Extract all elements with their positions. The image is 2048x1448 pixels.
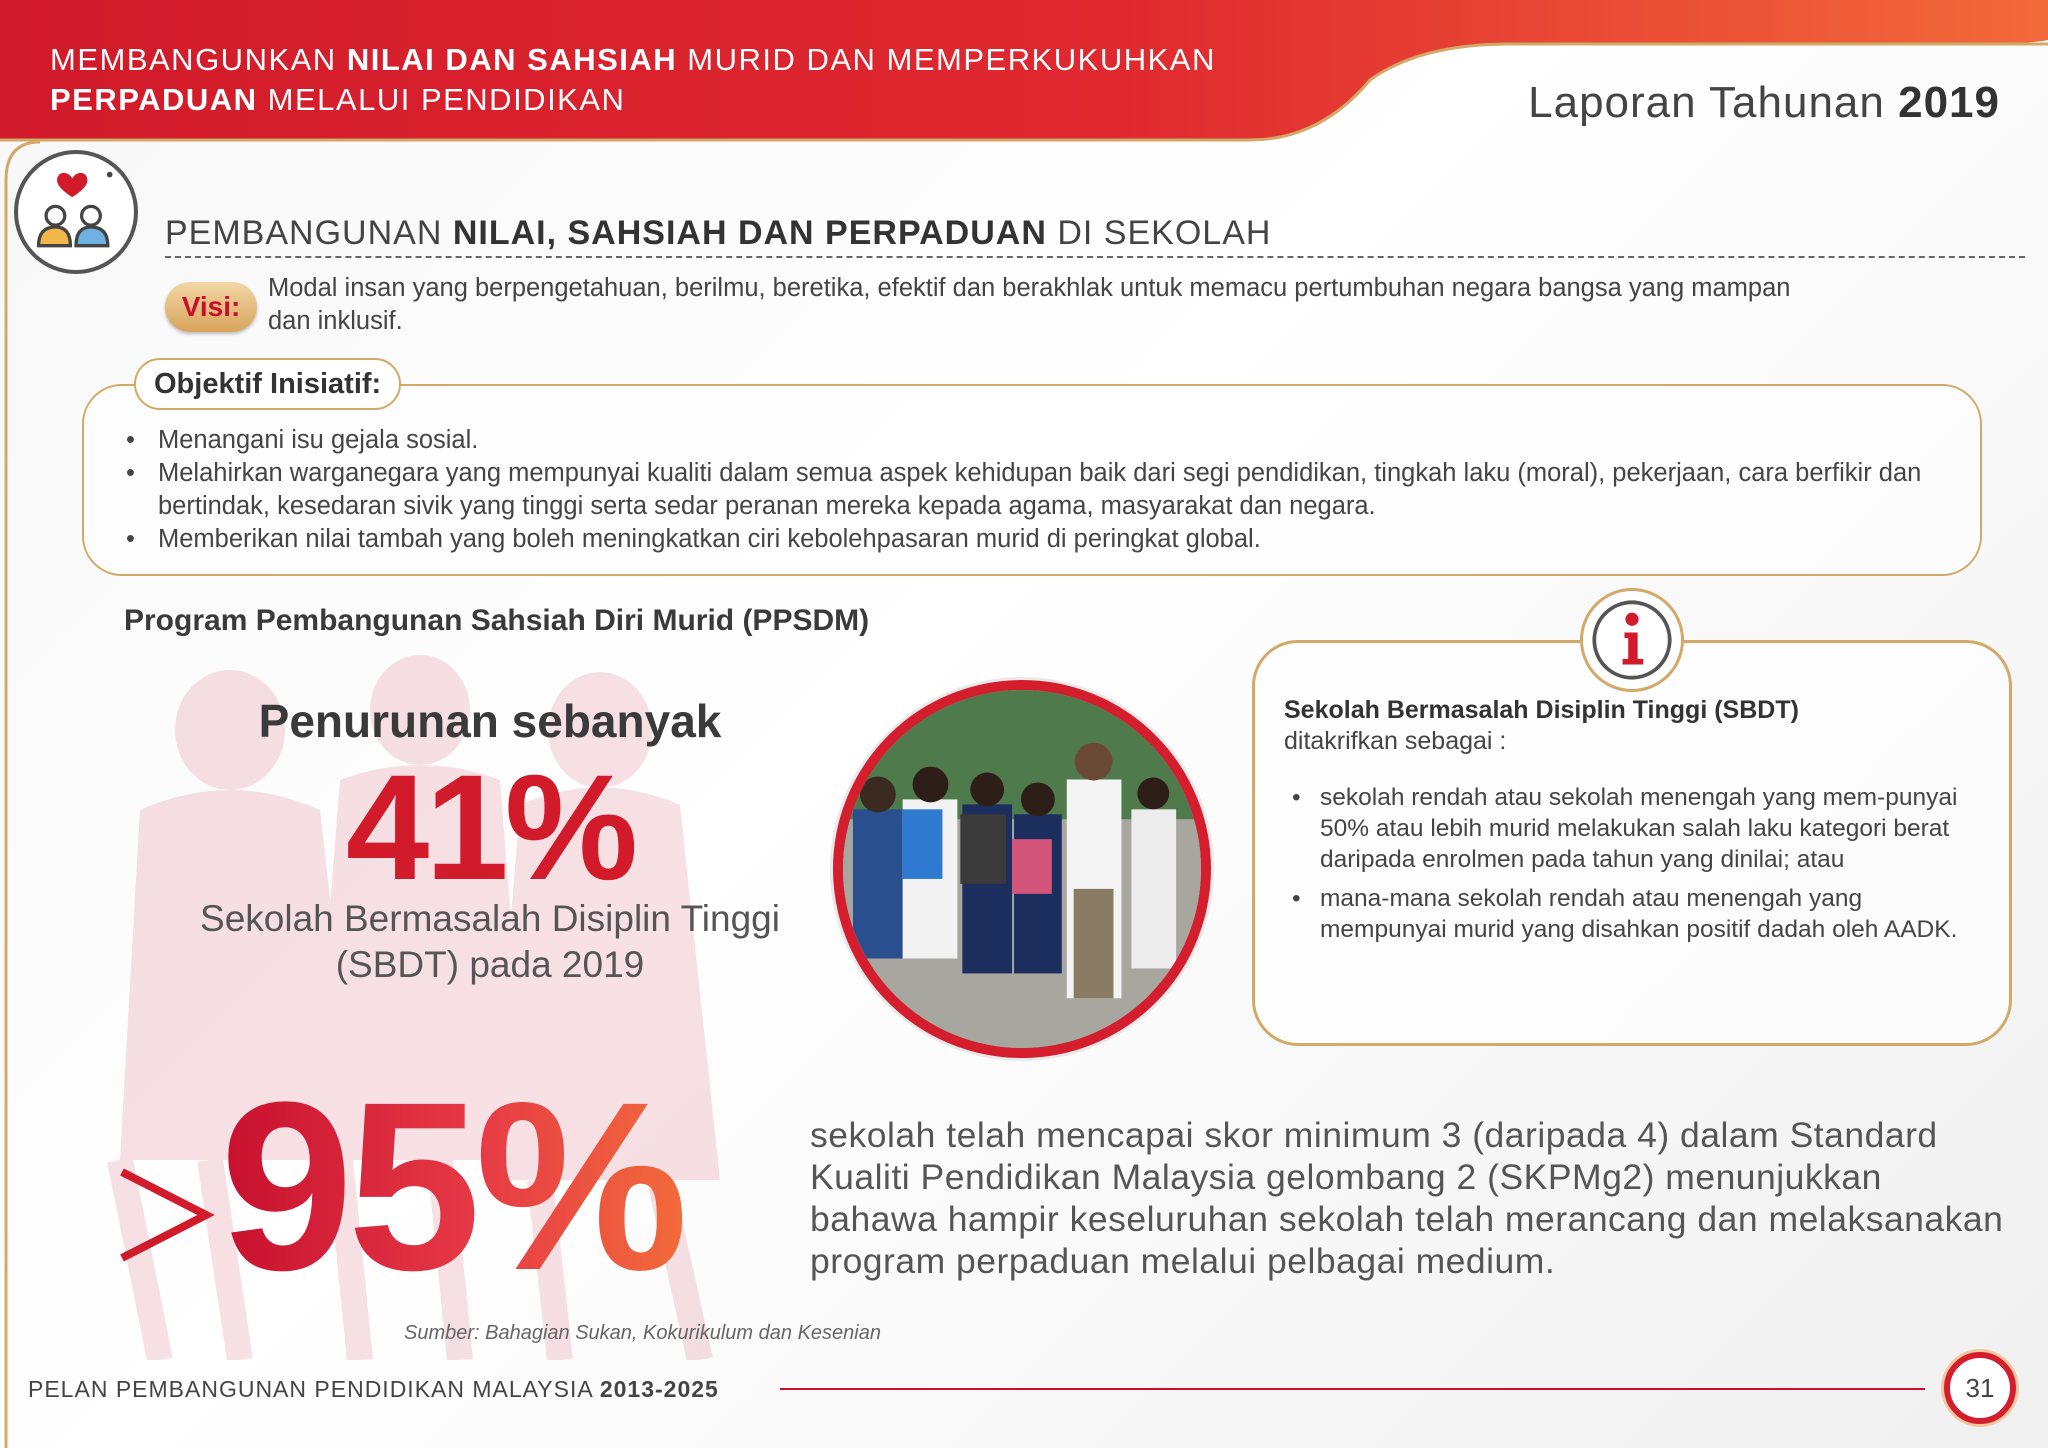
decrease-value: 41% bbox=[345, 743, 635, 911]
header-title-line1: MEMBANGUNKAN NILAI DAN SAHSIAH MURID DAN MEMPERKUKUHKAN bbox=[50, 42, 1216, 77]
list-item: • Melahirkan warganegara yang mempunyai kualiti dalam semua aspek kehidupan baik dari segi pendidikan, tingkah laku (moral), pekerjaan, cara berfikir dan bertindak, kesedaran sivik yang tinggi serta sedar peranan mereka kepada agama, masyarakat dan negara. bbox=[120, 457, 1970, 523]
header-title-line2: PERPADUAN MELALUI PENDIDIKAN bbox=[50, 82, 626, 117]
community-heart-icon bbox=[14, 150, 138, 274]
info-subtitle: ditakrifkan sebagai : bbox=[1284, 727, 1507, 755]
visi-badge: Visi: bbox=[165, 282, 257, 332]
page-number: 31 bbox=[1944, 1352, 2016, 1424]
greater-than-sign bbox=[116, 1160, 216, 1270]
list-item: • Memberikan nilai tambah yang boleh meningkatkan ciri kebolehpasaran murid di peringkat global. bbox=[120, 523, 1970, 556]
report-title: Laporan Tahunan 2019 bbox=[1528, 78, 2000, 127]
students-photo bbox=[833, 680, 1211, 1058]
list-item: • sekolah rendah atau sekolah menengah yang mem-punyai 50% atau lebih murid melakukan salah laku kategori berat daripada enrolmen pada tahun yang dinilai; atau bbox=[1284, 782, 1984, 875]
footer-text: PELAN PEMBANGUNAN PENDIDIKAN MALAYSIA 2013-2025 bbox=[28, 1376, 719, 1402]
skpm-text: sekolah telah mencapai skor minimum 3 (daripada 4) dalam Standard Kualiti Pendidikan Malaysia gelombang 2 (SKPMg2) menunjukkan bahawa hampir keseluruhan sekolah telah merancang dan melaksanakan program perpaduan melalui pelbagai medium. bbox=[810, 1115, 2004, 1281]
info-title: Sekolah Bermasalah Disiplin Tinggi (SBDT) bbox=[1284, 696, 1799, 724]
section-title: PEMBANGUNAN NILAI, SAHSIAH DAN PERPADUAN DI SEKOLAH bbox=[165, 214, 1272, 252]
decrease-heading: Penurunan sebanyak bbox=[258, 695, 722, 747]
visi-text: Modal insan yang berpengetahuan, berilmu, beretika, efektif dan berakhlak untuk memacu pertumbuhan negara bangsa yang mampan dan inklusif. bbox=[268, 274, 1791, 335]
skpm-value: 95% bbox=[220, 1052, 683, 1320]
list-item: • Menangani isu gejala sosial. bbox=[120, 424, 1970, 457]
footer-rule bbox=[780, 1388, 1925, 1390]
ppsdm-title: Program Pembangunan Sahsiah Diri Murid (PPSDM) bbox=[124, 604, 870, 637]
decrease-caption: Sekolah Bermasalah Disiplin Tinggi (SBDT) pada 2019 bbox=[200, 898, 780, 985]
list-item: • mana-mana sekolah rendah atau menengah yang mempunyai murid yang disahkan positif dadah oleh AADK. bbox=[1284, 883, 1984, 945]
section-divider bbox=[165, 256, 2025, 258]
objektif-list bbox=[120, 424, 1970, 556]
info-list bbox=[1284, 782, 1984, 953]
source-note: Sumber: Bahagian Sukan, Kokurikulum dan Kesenian bbox=[404, 1322, 881, 1344]
objektif-label: Objektif Inisiatif: bbox=[134, 358, 401, 410]
info-icon bbox=[1580, 588, 1684, 692]
